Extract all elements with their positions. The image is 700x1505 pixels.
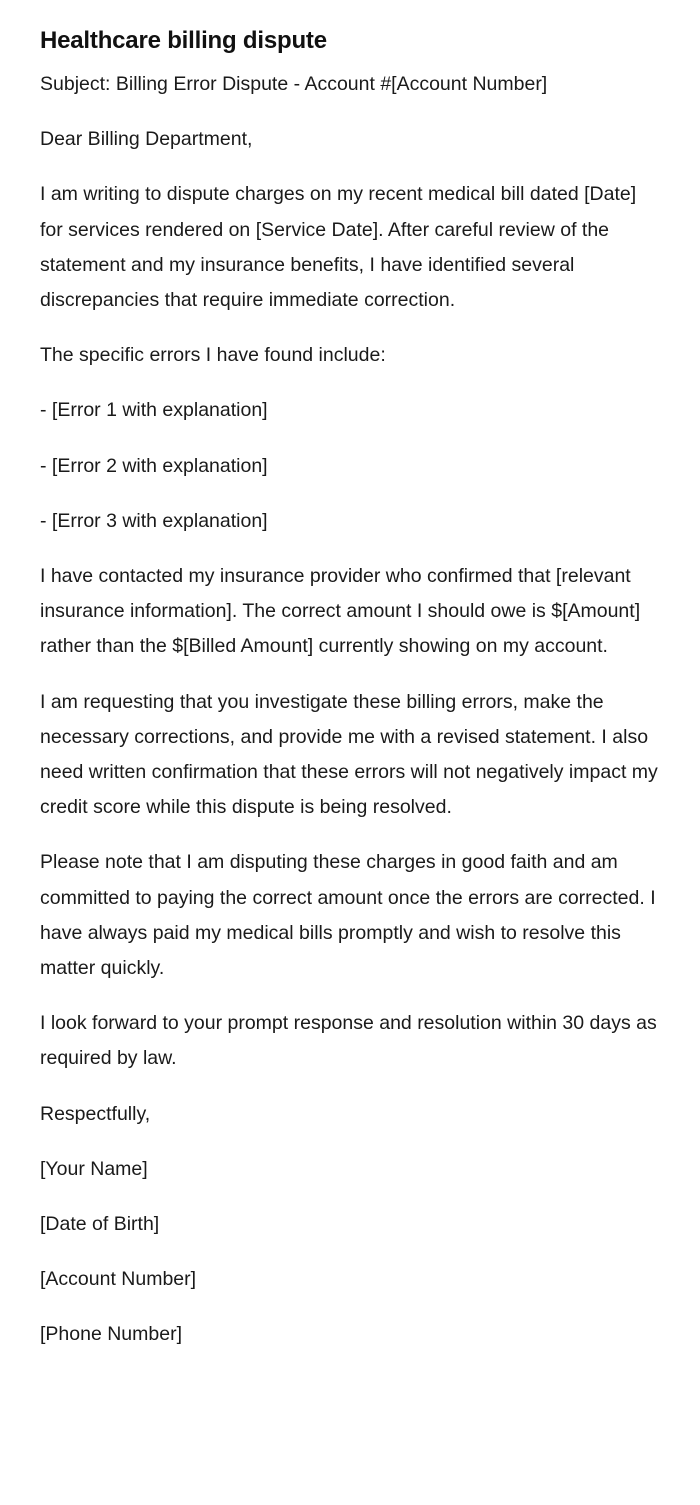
error-item-3: - [Error 3 with explanation] [40, 509, 268, 532]
salutation: Dear Billing Department, [40, 128, 253, 151]
document-title: Healthcare billing dispute [40, 27, 327, 54]
signature-phone-number: [Phone Number] [40, 1323, 182, 1346]
signature-account-number: [Account Number] [40, 1268, 197, 1291]
signature-dob: [Date of Birth] [40, 1213, 160, 1236]
body-paragraph-closing: I look forward to your prompt response and resolution within 30 days as required by law. [40, 1012, 657, 1070]
sign-off: Respectfully, [40, 1102, 151, 1125]
errors-intro: The specific errors I have found include: [40, 344, 386, 367]
error-item-2: - [Error 2 with explanation] [40, 454, 268, 477]
body-paragraph-good-faith: Please note that I am disputing these charges in good faith and am committed to paying the correct amount once the errors are corrected. I have always paid my medical bills promptly and wish to resolve this matter quickly. [40, 851, 656, 980]
error-item-1: - [Error 1 with explanation] [40, 399, 268, 422]
signature-name: [Your Name] [40, 1157, 148, 1180]
body-paragraph-intro: I am writing to dispute charges on my recent medical bill dated [Date] for services rendered on [Service Date]. After careful review of the statement and my insurance benefits, I have identified several discrepancies that require immediate correction. [40, 183, 637, 312]
body-paragraph-insurance: I have contacted my insurance provider who confirmed that [relevant insurance information]. The correct amount I should owe is $[Amount] rather than the $[Billed Amount] currently showing on my account. [40, 565, 641, 658]
subject-line: Subject: Billing Error Dispute - Account #[Account Number] [40, 73, 548, 95]
body-paragraph-request: I am requesting that you investigate these billing errors, make the necessary corrections, and provide me with a revised statement. I also need written confirmation that these errors will not negatively impact my credit score while this dispute is being resolved. [40, 690, 658, 819]
